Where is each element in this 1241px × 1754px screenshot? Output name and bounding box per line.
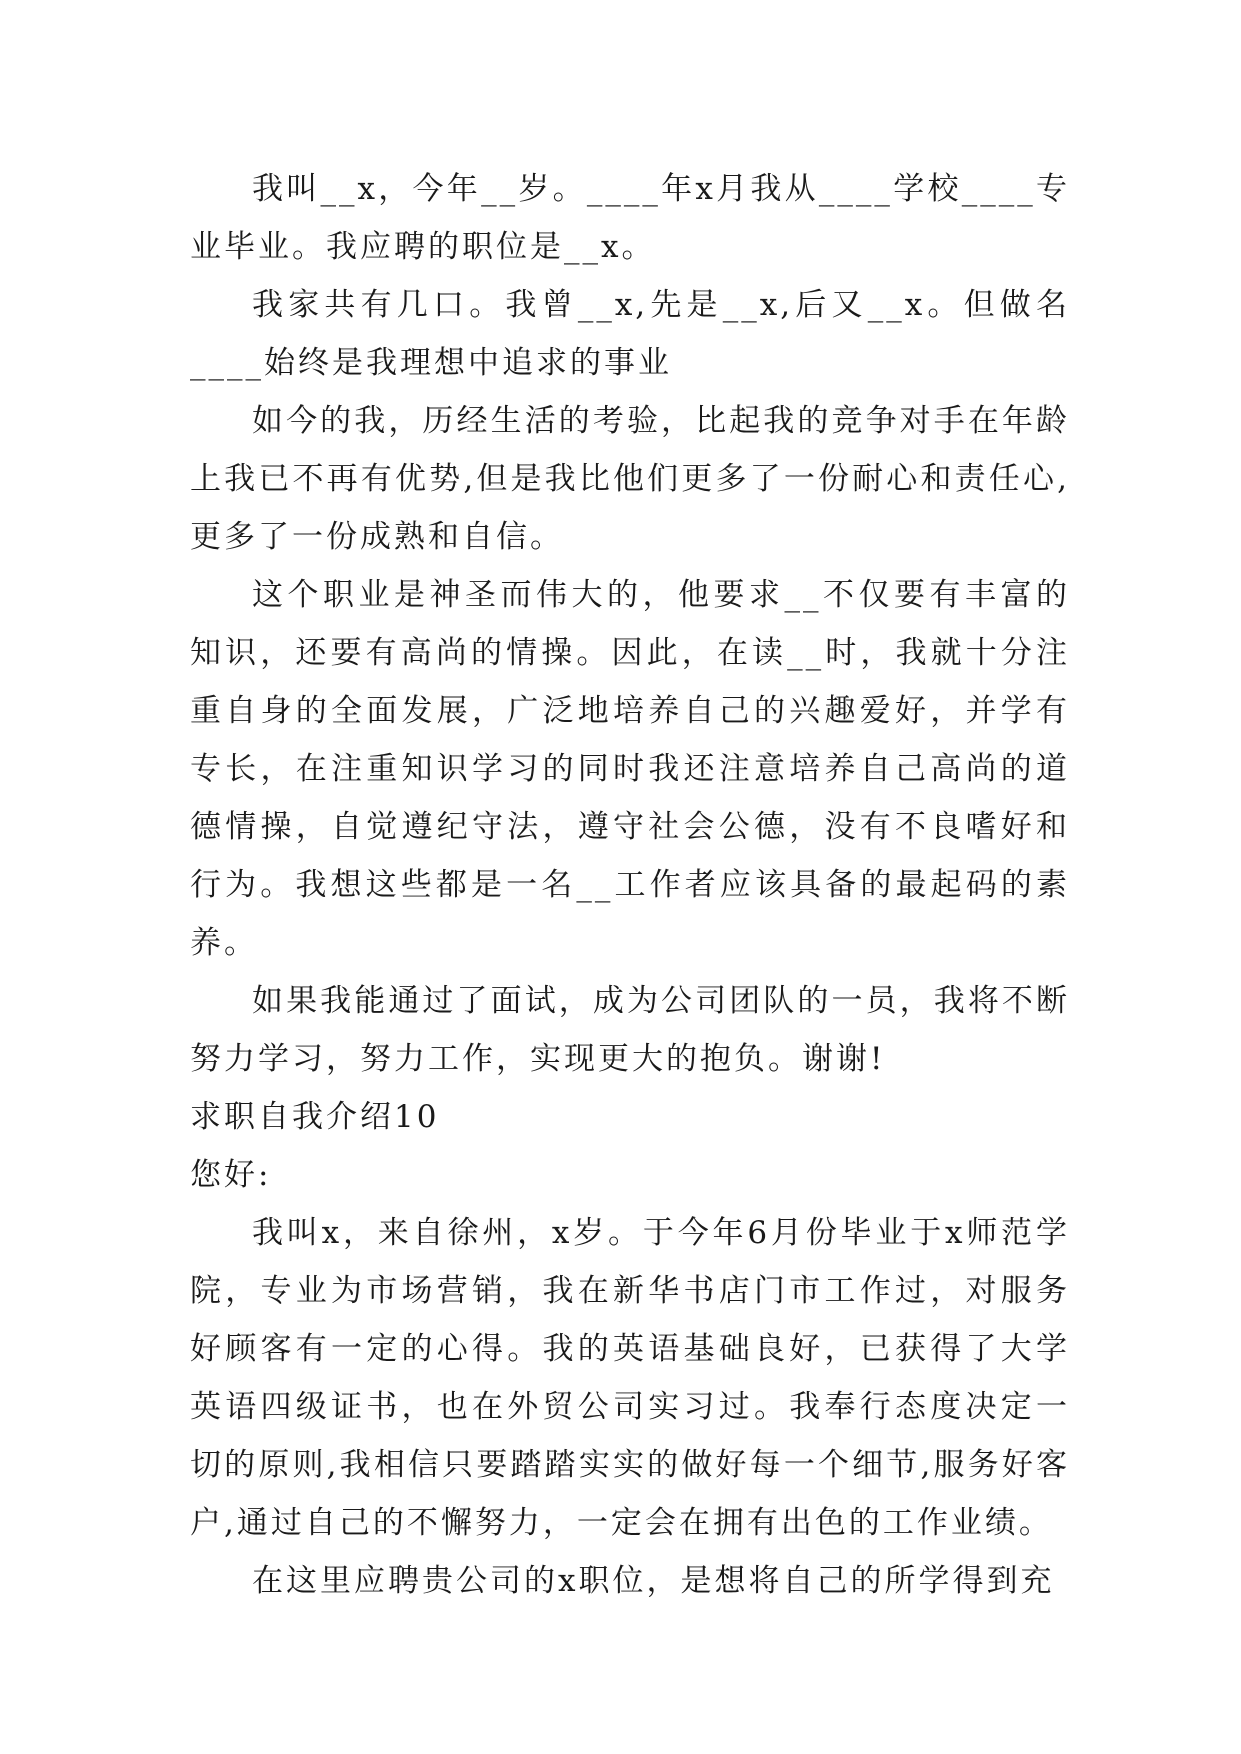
- paragraph-closing: 如果我能通过了面试，成为公司团队的一员，我将不断努力学习，努力工作，实现更大的抱负。谢谢!: [190, 983, 1070, 1077]
- paragraph-application: 在这里应聘贵公司的x职位，是想将自己的所学得到充: [252, 1563, 1055, 1599]
- greeting: 您好:: [190, 1157, 272, 1193]
- paragraph-experience: 如今的我，历经生活的考验，比起我的竞争对手在年龄上我已不再有优势,但是我比他们更多了一份耐心和责任心,更多了一份成熟和自信。: [190, 403, 1070, 555]
- document-body: [190, 160, 1070, 1610]
- paragraph-family: 我家共有几口。我曾__x,先是__x,后又__x。但做名____始终是我理想中追求的事业: [190, 287, 1070, 381]
- paragraph-profession: 这个职业是神圣而伟大的，他要求__不仅要有丰富的知识，还要有高尚的情操。因此，在读__时，我就十分注重自身的全面发展，广泛地培养自己的兴趣爱好，并学有专长，在注重知识学习的同时我还注意培养自己高尚的道德情操，自觉遵纪守法，遵守社会公德，没有不良嗜好和行为。我想这些都是一名__工作者应该具备的最起码的素养。: [190, 577, 1070, 961]
- section-heading: 求职自我介绍10: [190, 1099, 440, 1135]
- paragraph-self-intro: 我叫x，来自徐州，x岁。于今年6月份毕业于x师范学院，专业为市场营销，我在新华书店门市工作过，对服务好顾客有一定的心得。我的英语基础良好，已获得了大学英语四级证书，也在外贸公司实习过。我奉行态度决定一切的原则,我相信只要踏踏实实的做好每一个细节,服务好客户,通过自己的不懈努力，一定会在拥有出色的工作业绩。: [190, 1215, 1070, 1541]
- paragraph-intro: 我叫__x，今年__岁。____年x月我从____学校____专业毕业。我应聘的职位是__x。: [190, 171, 1070, 265]
